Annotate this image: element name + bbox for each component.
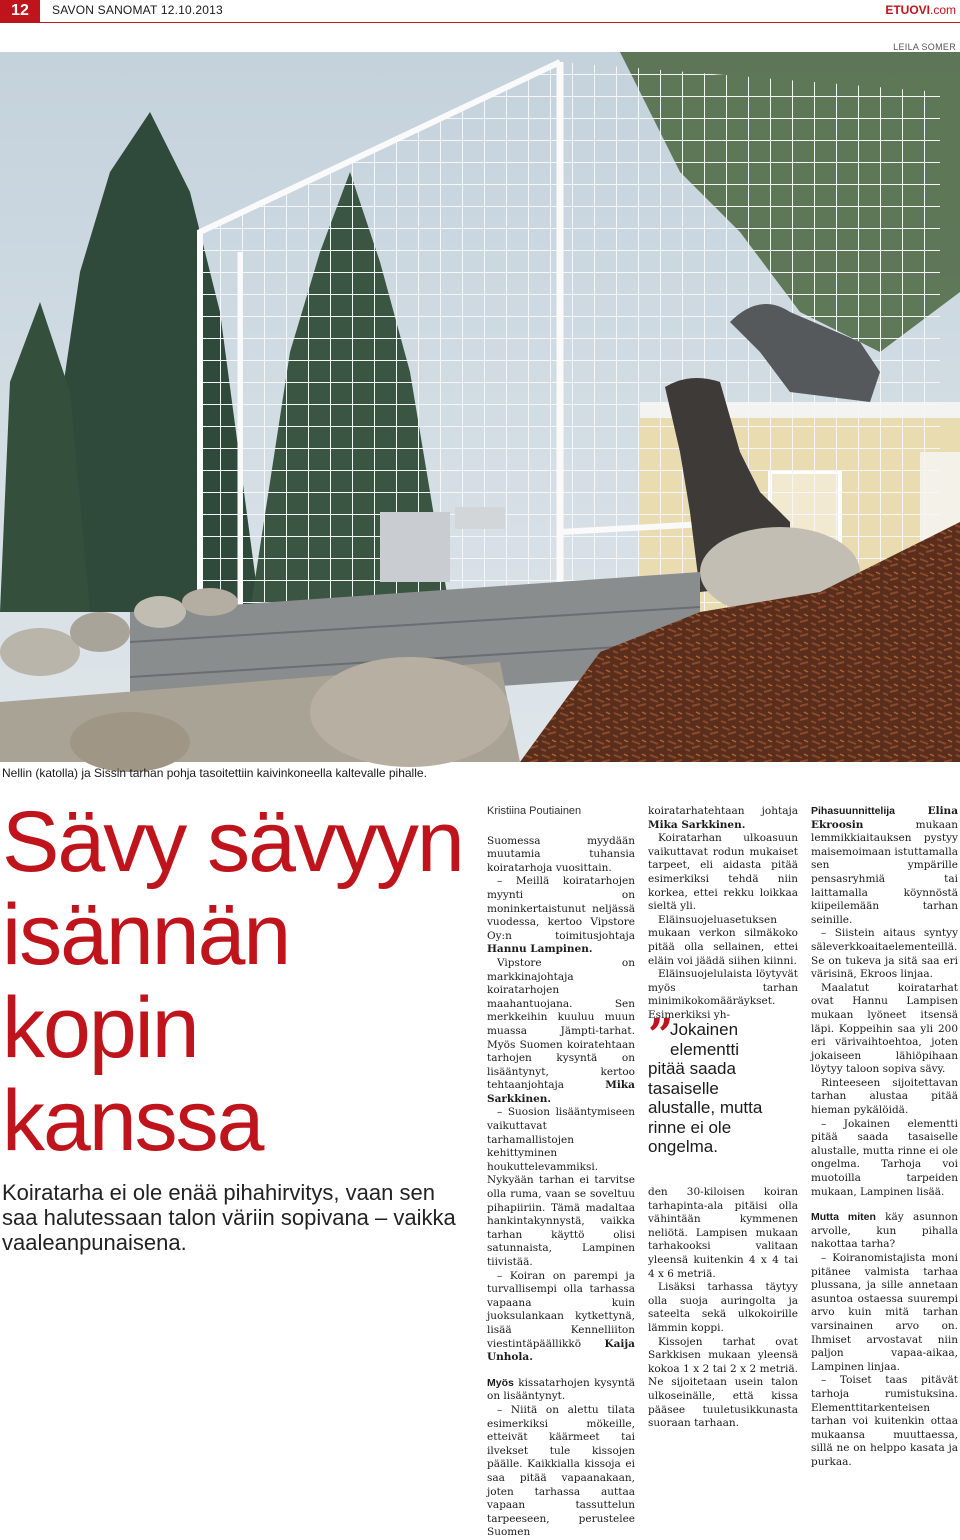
paragraph: Lisäksi tarhassa täytyy olla suoja auringolta ja sateelta sekä ulkokoirille lämmin koppi.	[648, 1281, 798, 1334]
paragraph: – Siistein aitaus syntyy säleverkkoaitaelementeillä. Se on tukeva ja sitä saa eri värisinä, Ekroos linjaa.	[811, 927, 958, 981]
paragraph: Myös kissatarhojen kysyntä on lisääntynyt.	[487, 1376, 635, 1403]
paragraph: Suomessa myydään muutamia tuhansia koiratarhoja vuosittain.	[487, 834, 635, 874]
quote-line: tasaiselle	[648, 1078, 719, 1098]
paragraph: – Meillä koiratarhojen myynti on moninkertaistunut neljässä vuodessa, kertoo Vipstore Oy:n toimitusjohtaja Hannu Lampinen.	[487, 875, 635, 956]
quote-line: Jokainen	[670, 1020, 739, 1039]
article-column-3	[811, 805, 958, 1470]
article-column-2	[648, 805, 798, 1023]
quote-line: elementti	[670, 1039, 739, 1059]
paragraph: den 30-kiloisen koiran tarhapinta-ala pitäisi olla vähintään kymmenen neliötä. Lampisen mukaan tarhakooksi valitaan yleensä kuitenkin 4 x 4 tai 4 x 6 metriä.	[648, 1186, 798, 1280]
paragraph: Kissojen tarhat ovat Sarkkisen mukaan yleensä kokoa 1 x 2 tai 2 x 2 metriä. Ne sijoitetaan usein talon ulkoseinälle, että kissa pääsee tuuletusikkunasta suoraan tarhaan.	[648, 1335, 798, 1430]
article-column-1	[487, 805, 635, 1540]
masthead: SAVON SANOMAT 12.10.2013	[52, 3, 223, 17]
quote-line: pitää saada	[648, 1059, 736, 1078]
page-number: 12	[0, 0, 40, 22]
paragraph: – Suosion lisääntymiseen vaikuttavat tarhamallistojen kehittyminen houkuttelevammiksi. Nykyään tarhan ei tarvitse olla ruma, vaan se soveltuu pihapiiriin. Tämä madaltaa hankintakynnystä, vaikka tarhan käyttö olisi satunnaista, Lampinen tiivistää.	[487, 1106, 635, 1268]
paragraph: Maalatut koiratarhat ovat Hannu Lampisen mukaan lyöneet itsensä läpi. Koppeihin saa yli 200 eri värivaihtoehtoa, joten jokaiseen lähiöpihaan löytyy taloon sopiva sävy.	[811, 981, 958, 1076]
quote-line: ongelma.	[648, 1137, 718, 1156]
headline-line: kopin	[2, 980, 198, 1076]
headline	[2, 796, 472, 1168]
paragraph: – Toiset taas pitävät tarhoja rumistuksina. Elementtitarkenteisen tarhan voi kuitenkin ottaa mukaansa muuttaessa, sillä ne on helppo kasata ja purkaa.	[811, 1374, 958, 1468]
paragraph: Pihasuunnittelija Elina Ekroosin mukaan lemmikkiaitauksen pystyy maisemoimaan istuttamalla sen ympärille pensasryhmiä tai laittamalla köynnöstä kiipeilemään tarhan seinille.	[811, 805, 959, 926]
header-rule	[0, 22, 960, 23]
paragraph: Mutta miten käy asunnon arvolle, kun pihalla nakottaa tarha?	[811, 1211, 958, 1251]
paragraph: – Niitä on alettu tilata esimerkiksi mökeille, etteivät käärmeet tai ilvekset tule kissojen päälle. Kaikkialla kissoja ei saa pitää vapaanakaan, joten tarhassa auttaa vapaan tassuttelun tarpeeseen, perustelee Suomen	[487, 1403, 635, 1539]
headline-line: isännän	[2, 887, 290, 983]
photo-credit: LEILA SOMER	[893, 42, 956, 52]
brand-logo	[885, 3, 956, 17]
article-column-2-continued	[648, 1186, 798, 1431]
quote-line: rinne ei ole	[648, 1117, 732, 1137]
pull-quote	[648, 1010, 798, 1157]
photo-caption: Nellin (katolla) ja Sissin tarhan pohja tasoitettiin kaivinkoneella kaltevalle pihalle.	[2, 766, 427, 780]
article-photo	[0, 52, 960, 762]
quote-mark-icon: ”	[648, 1010, 674, 1061]
page-header	[0, 0, 960, 24]
paragraph: Rinteeseen sijoitettavan tarhan alustaa pitää hieman pykälöidä.	[811, 1076, 958, 1117]
brand-name: ETUOVI	[885, 3, 930, 17]
paragraph: – Koiranomistajista moni pitänee valmista tarhaa plussana, ja sille annetaan asuntoa ostaessa suurempi arvo kuin mitä tarhan varsinainen arvo on. Ihmiset arvostavat niin paljon vapaa-aikaa, Lampinen linjaa.	[811, 1252, 958, 1373]
paragraph: – Jokainen elementti pitää saada tasaiselle alustalle, mutta rinne ei ole ongelma. Tarhoja voi muotoilla tarpeiden mukaan, Lampinen lisää.	[811, 1117, 958, 1198]
brand-domain: .com	[929, 3, 956, 17]
paragraph: Eläinsuojelulaista löytyvät myös tarhan minimikokomääräykset. Esimerkiksi yh-	[648, 968, 798, 1021]
quote-line: alustalle, mutta	[648, 1098, 763, 1117]
paragraph: Koiratarhan ulkoasuun vaikuttavat rodun mukaiset tarpeet, eli aidasta pitää esimerkiksi tehdä niin korkea, ettei rekku loikkaa sieltä yli.	[648, 832, 798, 913]
headline-line: Sävy sävyyn	[2, 794, 463, 890]
byline: Kristiina Poutiainen	[487, 805, 582, 817]
paragraph: Vipstore on markkinajohtaja koiratarhojen maahantuojana. Sen merkkeihin kuuluu muun muassa Jämpti-tarhat. Myös Suomen koiratehtaan tarhojen kysyntä on lisääntynyt, kertoo tehtaanjohtaja Mika Sarkkinen.	[487, 956, 635, 1105]
paragraph: koiratarhatehtaan johtaja Mika Sarkkinen.	[648, 805, 798, 831]
headline-line: kanssa	[2, 1073, 263, 1169]
paragraph: – Koiran on parempi ja turvallisempi olla tarhassa vapaana kuin juoksulankaan kytkettynä, lisää Kennelliiton viestintäpäällikkö Kaija Unhola.	[487, 1269, 635, 1364]
paragraph: Eläinsuojeluasetuksen mukaan verkon silmäkoko pitää olla sellainen, ettei eläin voi jäädä siihen kiinni.	[648, 913, 798, 967]
lead-paragraph: Koiratarha ei ole enää pihahirvitys, vaan sen saa halutessaan talon väriin sopivana – vaikka vaaleanpunaisena.	[2, 1180, 456, 1255]
